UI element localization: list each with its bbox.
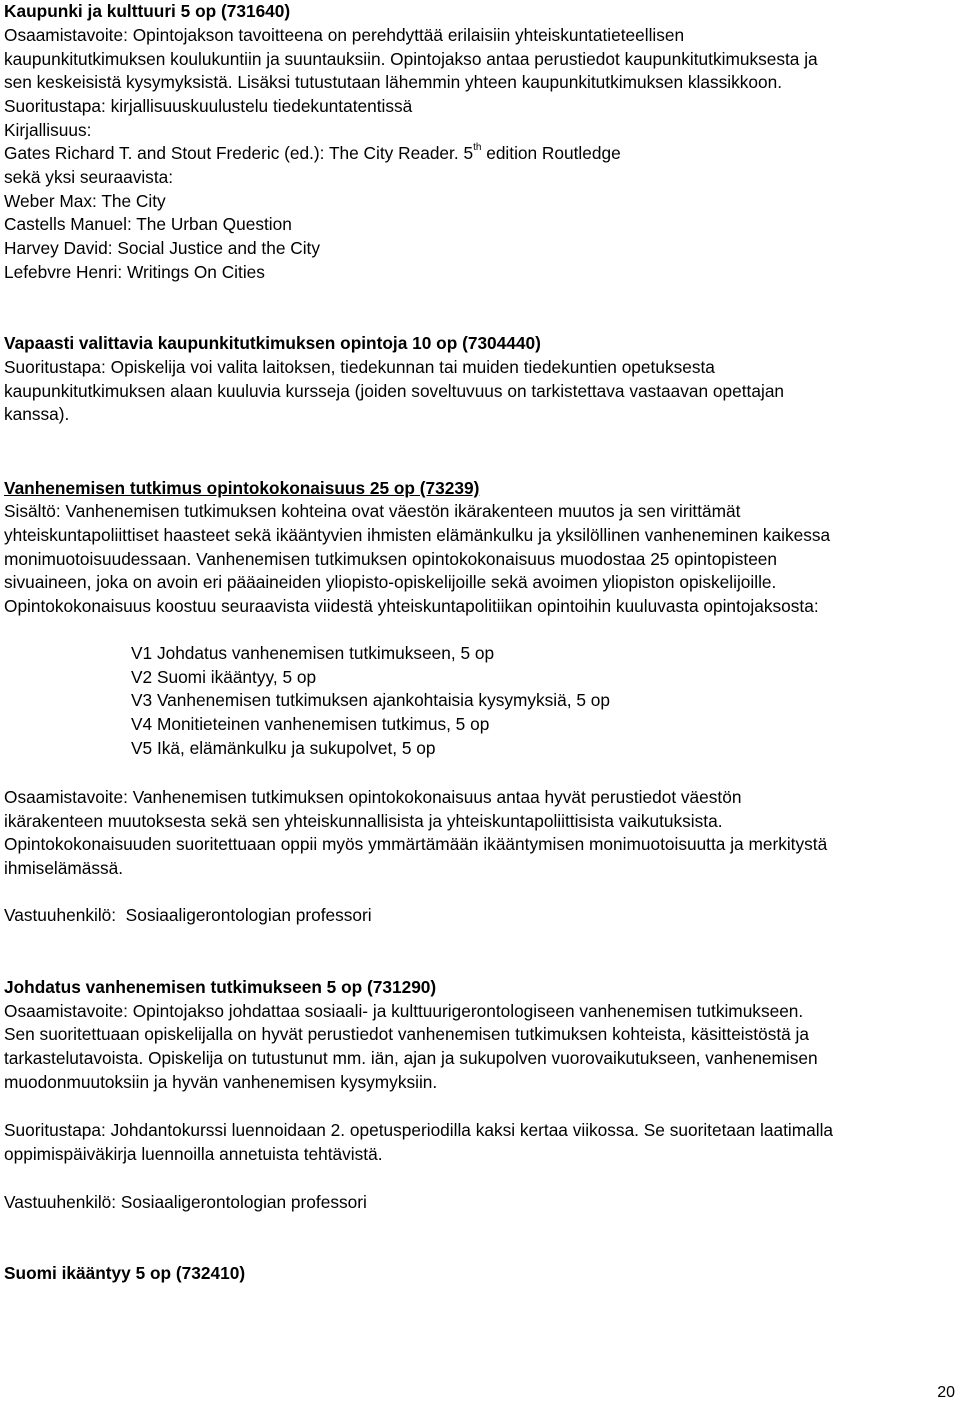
- paragraph-line: monimuotoisuudessaan. Vanhenemisen tutkimuksen opintokokonaisuus muodostaa 25 opintopisteen: [4, 549, 778, 569]
- superscript-th: th: [473, 142, 482, 153]
- paragraph-line: yhteiskuntapoliittiset haasteet sekä ikääntyvien ihmisten elämänkulku ja yksilöllinen vanheneminen kaikessa: [4, 525, 831, 545]
- paragraph-line: muodonmuutoksiin ja hyvän vanhenemisen kysymyksiin.: [4, 1072, 438, 1092]
- book-item: Weber Max: The City: [4, 191, 166, 211]
- paragraph-line: oppimispäiväkirja luennoilla annetuista tehtävistä.: [4, 1144, 383, 1164]
- book-item: Castells Manuel: The Urban Question: [4, 214, 292, 234]
- paragraph-line: Suoritustapa: Opiskelija voi valita laitoksen, tiedekunnan tai muiden tiedekuntien opetuksesta: [4, 357, 715, 377]
- reading-main-edition: edition Routledge: [481, 143, 621, 163]
- paragraph-line: kaupunkitutkimuksen koulukuntiin ja suuntauksiin. Opintojakso antaa perustiedot kaupunkitutkimuksesta ja: [4, 49, 818, 69]
- module-item: V3 Vanhenemisen tutkimuksen ajankohtaisia kysymyksiä, 5 op: [131, 690, 610, 710]
- paragraph-line: sivuaineen, joka on avoin eri pääaineiden yliopisto-opiskelijoille sekä avoimen yliopiston opiskelijoille.: [4, 572, 777, 592]
- paragraph-line: Osaamistavoite: Opintojakso johdattaa sosiaali- ja kulttuurigerontologiseen vanhenemisen tutkimukseen.: [4, 1001, 804, 1021]
- section-heading-vanhenemisen: Vanhenemisen tutkimus opintokokonaisuus 25 op (73239): [4, 478, 480, 498]
- responsible-person: Vastuuhenkilö: Sosiaaligerontologian professori: [4, 905, 372, 925]
- paragraph-line: Kirjallisuus:: [4, 120, 92, 140]
- responsible-person: Vastuuhenkilö: Sosiaaligerontologian professori: [4, 1192, 367, 1212]
- paragraph-line: Opintokokonaisuus koostuu seuraavista viidestä yhteiskuntapolitiikan opintoihin kuuluvasta opintojaksosta:: [4, 596, 819, 616]
- module-item: V1 Johdatus vanhenemisen tutkimukseen, 5 op: [131, 643, 495, 663]
- paragraph-line: kanssa).: [4, 404, 70, 424]
- paragraph-line: sen keskeisistä kysymyksistä. Lisäksi tutustutaan lähemmin yhteen kaupunkitutkimuksen klassikkoon.: [4, 72, 783, 92]
- reading-main-text: Gates Richard T. and Stout Frederic (ed.): The City Reader. 5: [4, 143, 474, 163]
- paragraph-line: Opintokokonaisuuden suoritettuaan oppii myös ymmärtämään ikääntymisen monimuotoisuutta ja merkitystä: [4, 834, 828, 854]
- paragraph-line: Sisältö: Vanhenemisen tutkimuksen kohteina ovat väestön ikärakenteen muutos ja sen virittämät: [4, 501, 741, 521]
- section-heading-vapaasti: Vapaasti valittavia kaupunkitutkimuksen opintoja 10 op (7304440): [4, 333, 541, 353]
- book-item: Lefebvre Henri: Writings On Cities: [4, 262, 265, 282]
- paragraph-line: sekä yksi seuraavista:: [4, 167, 174, 187]
- book-item: Harvey David: Social Justice and the City: [4, 238, 320, 258]
- reading-list-main: [4, 142, 621, 166]
- module-item: V4 Monitieteinen vanhenemisen tutkimus, 5 op: [131, 714, 490, 734]
- paragraph-line: Osaamistavoite: Opintojakson tavoitteena on perehdyttää erilaisiin yhteiskuntatieteellisen: [4, 25, 685, 45]
- paragraph-line: ikärakenteen muutoksesta sekä sen yhteiskunnallisista ja yhteiskuntapoliittisista vaikutuksista.: [4, 811, 723, 831]
- paragraph-line: Suoritustapa: Johdantokurssi luennoidaan 2. opetusperiodilla kaksi kertaa viikossa. Se suoritetaan laatimalla: [4, 1120, 834, 1140]
- paragraph-line: ihmiselämässä.: [4, 858, 124, 878]
- paragraph-line: kaupunkitutkimuksen alaan kuuluvia kursseja (joiden soveltuvuus on tarkistettava vastaavan opettajan: [4, 381, 785, 401]
- module-item: V5 Ikä, elämänkulku ja sukupolvet, 5 op: [131, 738, 436, 758]
- paragraph-line: Sen suoritettuaan opiskelijalla on hyvät perustiedot vanhenemisen tutkimuksen kohteista, käsitteistöstä ja: [4, 1024, 809, 1044]
- paragraph-line: Suoritustapa: kirjallisuuskuulustelu tiedekuntatentissä: [4, 96, 413, 116]
- page-number: 20: [937, 1384, 955, 1401]
- paragraph-line: tarkastelutavoista. Opiskelija on tutustunut mm. iän, ajan ja sukupolven vuorovaikutukseen, vanhenemisen: [4, 1048, 818, 1068]
- section-heading-kaupunki: Kaupunki ja kulttuuri 5 op (731640): [4, 1, 291, 21]
- section-heading-johdatus: Johdatus vanhenemisen tutkimukseen 5 op (731290): [4, 977, 437, 997]
- section-heading-suomi: Suomi ikääntyy 5 op (732410): [4, 1263, 246, 1283]
- module-item: V2 Suomi ikääntyy, 5 op: [131, 667, 317, 687]
- paragraph-line: Osaamistavoite: Vanhenemisen tutkimuksen opintokokonaisuus antaa hyvät perustiedot väestön: [4, 787, 742, 807]
